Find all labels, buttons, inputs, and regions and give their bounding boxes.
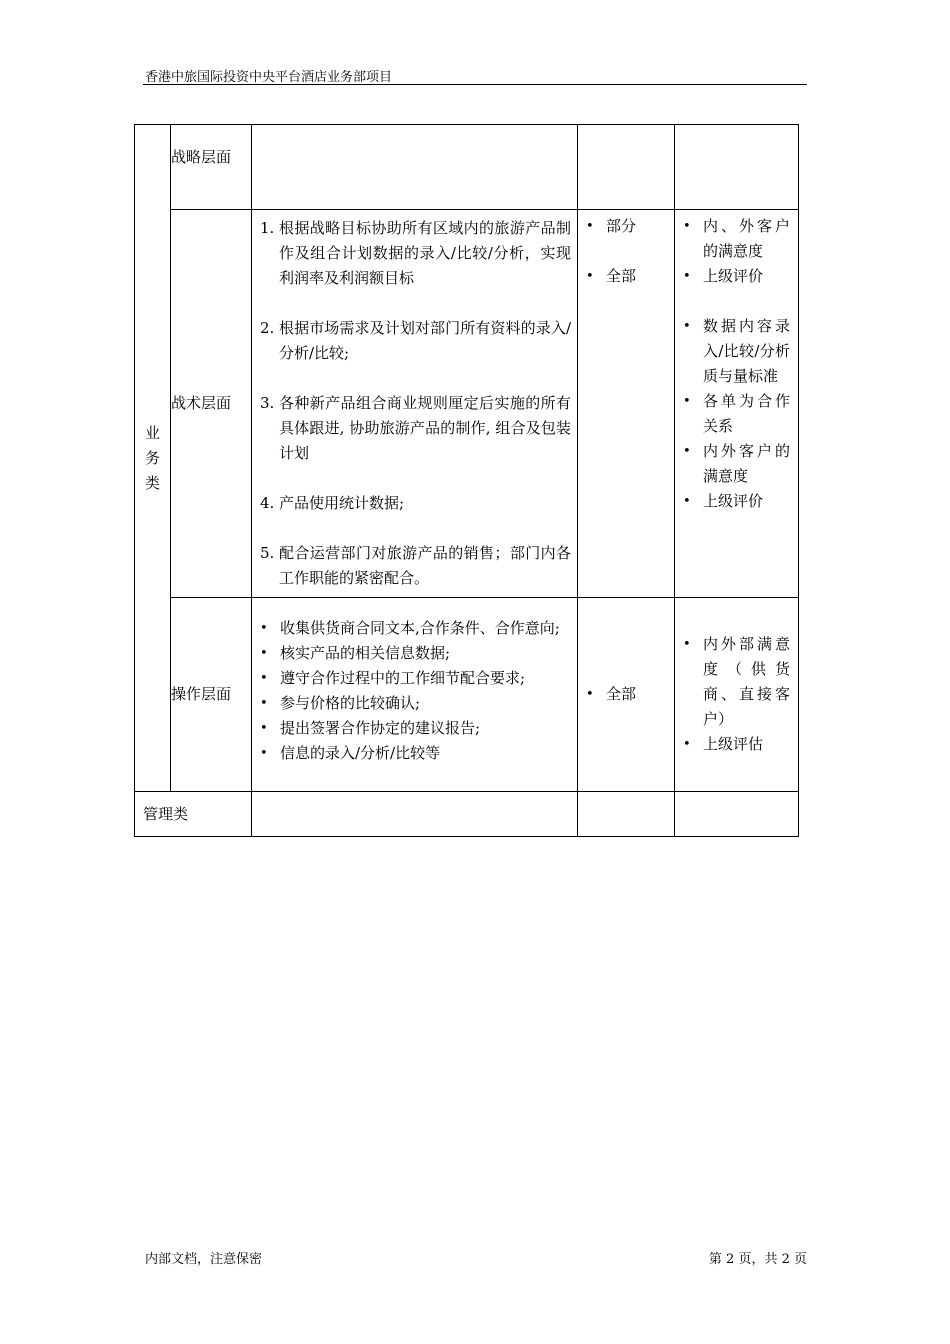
list-item: • 部分 — [586, 214, 666, 239]
bullet-icon: • — [260, 696, 268, 711]
operational-duties-cell — [252, 598, 578, 792]
list-item: 4. 产品使用统计数据; — [260, 494, 405, 512]
bullet-icon: • — [683, 394, 691, 409]
table-row-tactical — [135, 210, 799, 598]
tactical-scope-cell — [578, 210, 675, 598]
management-scope-cell — [578, 792, 675, 837]
list-item: • 核实产品的相关信息数据; — [260, 641, 569, 666]
operational-eval-list — [675, 628, 798, 761]
bullet-icon: • — [586, 687, 594, 702]
list-item: • 收集供货商合同文本,合作条件、合作意向; — [260, 616, 569, 641]
tactical-eval-cell — [675, 210, 799, 598]
list-item: • 遵守合作过程中的工作细节配合要求; — [260, 666, 569, 691]
header-divider — [143, 84, 807, 85]
bullet-icon: • — [586, 269, 594, 284]
bullet-icon: • — [586, 219, 594, 234]
bullet-icon: • — [260, 621, 268, 636]
level-tactical: 战术层面 — [171, 210, 252, 598]
tactical-scope-list — [578, 210, 674, 293]
list-item: • 上级评价 — [683, 489, 790, 514]
strategic-duties-cell — [252, 125, 578, 210]
list-item: • 内、外客户的满意度 — [683, 214, 790, 264]
list-item: • 参与价格的比较确认; — [260, 691, 569, 716]
category-business-cell — [135, 125, 171, 792]
responsibility-table — [134, 124, 799, 837]
tactical-duties-list — [252, 210, 577, 597]
list-item: 5. 配合运营部门对旅游产品的销售；部门内各工作职能的紧密配合。 — [260, 544, 571, 587]
table-row-strategic — [135, 125, 799, 210]
operational-duties-list — [252, 598, 577, 766]
strategic-scope-cell — [578, 125, 675, 210]
bullet-icon: • — [683, 494, 691, 509]
bullet-icon: • — [683, 637, 691, 652]
bullet-icon: • — [260, 746, 268, 761]
list-item: 2. 根据市场需求及计划对部门所有资料的录入/分析/比较; — [260, 319, 571, 362]
list-item: 3. 各种新产品组合商业规则厘定后实施的所有具体跟进, 协助旅游产品的制作, 组合及包装计划 — [260, 394, 571, 462]
bullet-icon: • — [260, 721, 268, 736]
bullet-icon: • — [683, 444, 691, 459]
list-item: • 提出签署合作协定的建议报告; — [260, 716, 569, 741]
operational-scope-list — [578, 678, 674, 711]
footer-confidential: 内部文档，注意保密 — [145, 1252, 263, 1267]
bullet-icon: • — [683, 219, 691, 234]
list-item: 1. 根据战略目标协助所有区域内的旅游产品制作及组合计划数据的录入/比较/分析，实现利润率及利润额目标 — [260, 219, 571, 287]
bullet-icon: • — [683, 737, 691, 752]
tactical-duties-cell — [252, 210, 578, 598]
category-management: 管理类 — [135, 792, 252, 837]
list-item: • 信息的录入/分析/比较等 — [260, 741, 569, 766]
level-operational: 操作层面 — [171, 598, 252, 792]
bullet-icon: • — [683, 269, 691, 284]
footer-page-number: 第 2 页，共 2 页 — [708, 1252, 807, 1267]
list-item: • 内外部满意度（供货商、直接客户） — [683, 632, 790, 732]
level-strategic: 战略层面 — [171, 125, 252, 210]
bullet-icon: • — [683, 319, 691, 334]
list-item: • 全部 — [586, 682, 666, 707]
page-header-title: 香港中旅国际投资中央平台酒店业务部项目 — [145, 70, 393, 85]
bullet-icon: • — [260, 671, 268, 686]
management-eval-cell — [675, 792, 799, 837]
category-business-label: 业务类 — [145, 423, 161, 492]
operational-scope-cell — [578, 598, 675, 792]
strategic-eval-cell — [675, 125, 799, 210]
management-duties-cell — [252, 792, 578, 837]
bullet-icon: • — [260, 646, 268, 661]
list-item: • 上级评价 — [683, 264, 790, 289]
tactical-eval-list — [675, 210, 798, 518]
list-item: • 数据内容录入/比较/分析质与量标准 — [683, 314, 790, 389]
list-item: • 各单为合作关系 — [683, 389, 790, 439]
table-row-management — [135, 792, 799, 837]
list-item: • 内外客户的满意度 — [683, 439, 790, 489]
list-item: • 全部 — [586, 264, 666, 289]
operational-eval-cell — [675, 598, 799, 792]
table-row-operational — [135, 598, 799, 792]
list-item: • 上级评估 — [683, 732, 790, 757]
